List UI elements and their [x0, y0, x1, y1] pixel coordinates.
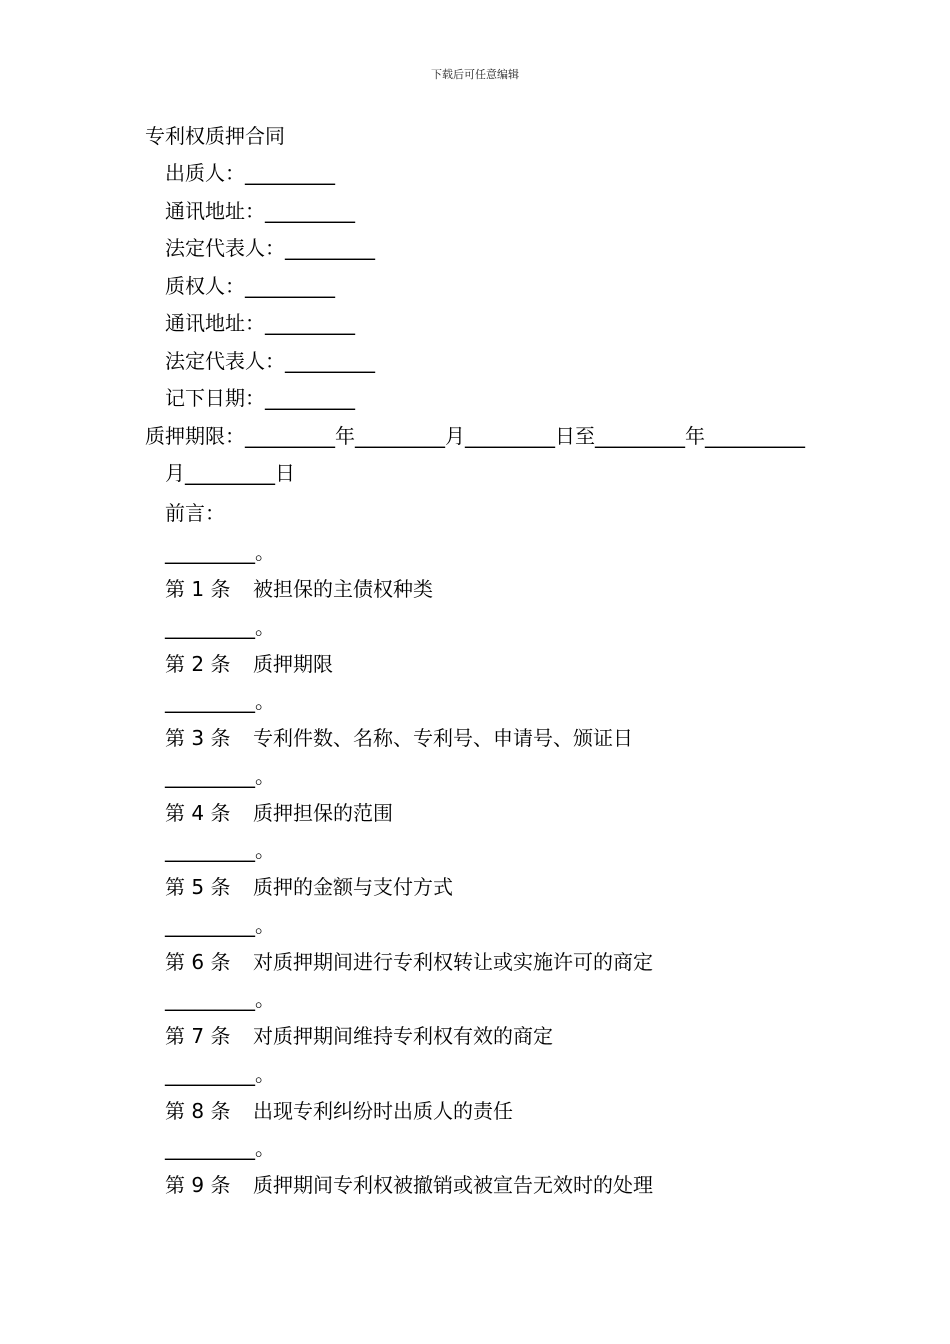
- article-number: 第 3 条: [165, 726, 231, 750]
- article-number: 第 5 条: [165, 875, 231, 899]
- article-5: [145, 869, 825, 907]
- article-3: [145, 720, 825, 758]
- article-title: 质押期间专利权被撤销或被宣告无效时的处理: [253, 1173, 653, 1197]
- article-title: 质押的金额与支付方式: [253, 875, 453, 899]
- pledgor-legal-rep: 法定代表人：_________: [165, 236, 375, 260]
- document-body: [145, 118, 825, 1205]
- article-title: 被担保的主债权种类: [253, 577, 433, 601]
- article-title: 专利件数、名称、专利号、申请号、颁证日: [253, 726, 633, 750]
- article-blank: _________。: [165, 1136, 275, 1160]
- preface-label: 前言：: [165, 500, 225, 525]
- document-title: 专利权质押合同: [145, 124, 285, 148]
- article-number: 第 8 条: [165, 1098, 231, 1123]
- article-number: 第 2 条: [165, 651, 231, 676]
- article-number: 第 9 条: [165, 1173, 231, 1197]
- article-blank: _________。: [165, 987, 275, 1011]
- party-pledgor: 出质人：_________: [165, 161, 335, 185]
- article-blank: _________。: [165, 1061, 275, 1086]
- article-number: 第 7 条: [165, 1024, 231, 1048]
- pledgee-legal-rep: 法定代表人：_________: [165, 348, 375, 373]
- record-date: 记下日期：_________: [165, 386, 355, 410]
- pledge-term-text: 质押期限：_________年_________月_________日至_________年__________月_________日: [145, 423, 805, 485]
- article-title: 质押期限: [253, 651, 333, 676]
- pledge-term: [125, 418, 810, 493]
- article-9: [145, 1167, 825, 1205]
- article-7: [145, 1018, 825, 1056]
- article-blank: _________。: [165, 838, 275, 862]
- articles-list: [145, 571, 825, 1205]
- preface-blank: _________。: [165, 540, 275, 564]
- article-blank: _________。: [165, 912, 275, 937]
- party-pledgee: 质权人：_________: [165, 273, 335, 298]
- article-8: [145, 1093, 825, 1131]
- article-number: 第 4 条: [165, 800, 231, 825]
- pledgor-address: 通讯地址：_________: [165, 198, 355, 223]
- article-number: 第 6 条: [165, 949, 231, 974]
- article-title: 对质押期间进行专利权转让或实施许可的商定: [253, 949, 653, 974]
- article-blank: _________。: [165, 763, 275, 788]
- article-title: 出现专利纠纷时出质人的责任: [253, 1098, 513, 1123]
- pledgee-address: 通讯地址：_________: [165, 311, 355, 335]
- article-4: [145, 795, 825, 833]
- article-1: [145, 571, 825, 609]
- article-title: 质押担保的范围: [253, 800, 393, 825]
- article-6: [145, 944, 825, 982]
- article-2: [145, 646, 825, 684]
- article-blank: _________。: [165, 614, 275, 639]
- page-header: 下载后可任意编辑: [431, 68, 519, 81]
- article-number: 第 1 条: [165, 577, 231, 601]
- article-title: 对质押期间维持专利权有效的商定: [253, 1024, 553, 1048]
- article-blank: _________。: [165, 689, 275, 713]
